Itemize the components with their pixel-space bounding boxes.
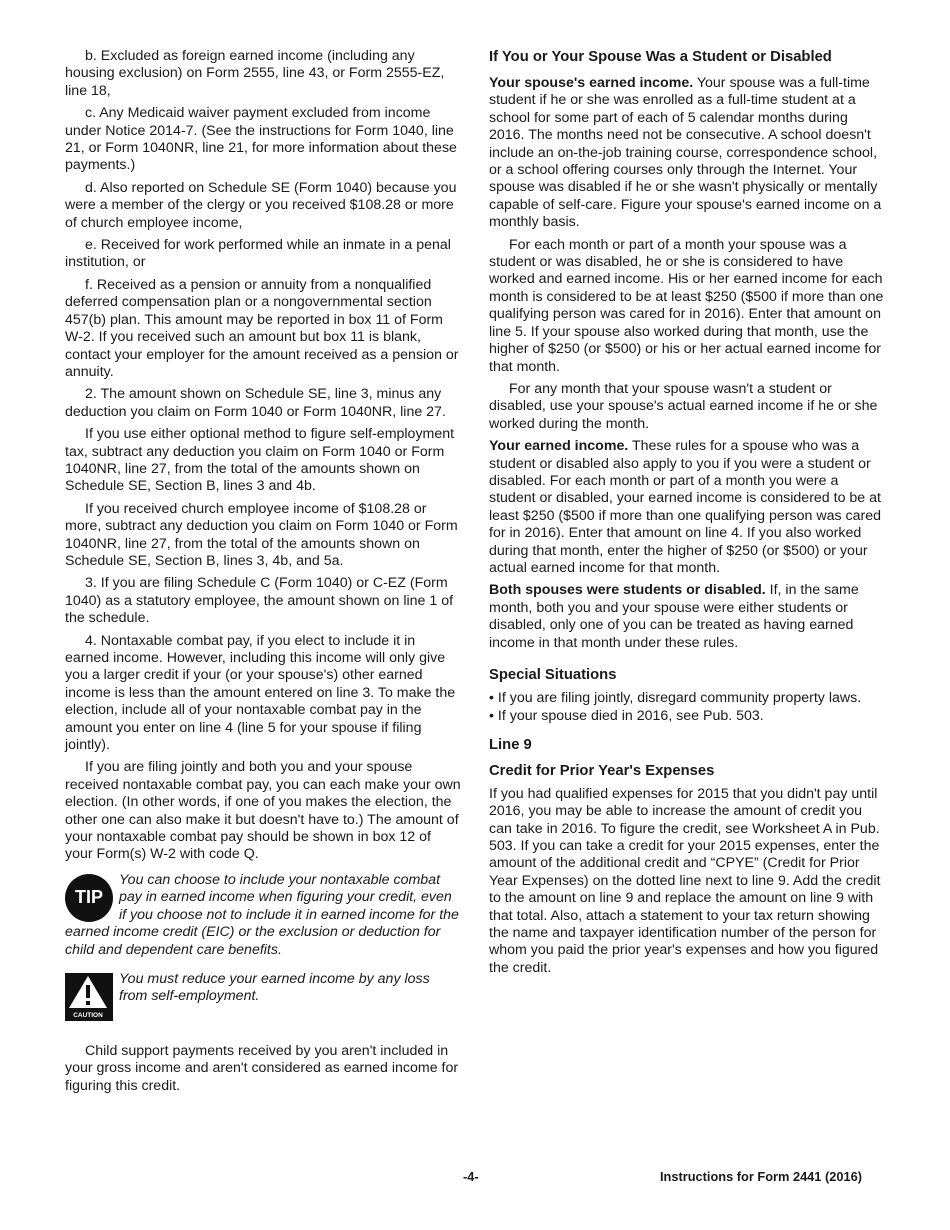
tip-text: You can choose to include your nontaxable combat pay in earned income when figuring your credit, even if you choose not to include it in earned income for the earned income credit (EIC) or the exclusion or deduction for child and dependent care benefits. bbox=[65, 871, 459, 958]
page-number: -4- bbox=[463, 1169, 479, 1184]
paragraph-e: e. Received for work performed while an inmate in a penal institution, or bbox=[65, 237, 451, 271]
spouse-earned-income-text: Your spouse was a full-time student if he or she was enrolled as a full-time student at a school for some part of each of 5 calendar months during 2016. The months need not be consecutive. A school doesn't include an on-the-job training course, correspondence school, or a school offering courses only through the Internet. Your spouse was disabled if he or she wasn't physically or mentally capable of self-care. Figure your spouse's earned income on a monthly basis. bbox=[489, 75, 882, 231]
heading-line-9: Line 9 bbox=[489, 736, 532, 753]
caution-label: CAUTION bbox=[73, 1011, 103, 1019]
paragraph-church-income: If you received church employee income of $108.28 or more, subtract any deduction you claim on Form 1040 or Form 1040NR, line 27, from the total of the amounts shown on Schedule SE, Section B, lines 3, 4b, and 5a. bbox=[65, 500, 458, 569]
heading-special-situations: Special Situations bbox=[489, 667, 617, 683]
left-column bbox=[65, 48, 461, 1100]
bullet-item: • If you are filing jointly, disregard community property laws. bbox=[489, 690, 862, 706]
paragraph-d: d. Also reported on Schedule SE (Form 1040) because you were a member of the clergy or you received $108.28 or more of church employee income, bbox=[65, 179, 457, 231]
caution-icon bbox=[65, 973, 113, 1021]
right-column bbox=[489, 48, 885, 982]
paragraph-item-4: 4. Nontaxable combat pay, if you elect to include it in earned income. However, including this income will only give you a larger credit if your (or your spouse's) other earned income is less than the amount entered on line 3. To make the election, include all of your nontaxable combat pay in the amount you enter on line 4 (line 5 for your spouse if filing jointly). bbox=[65, 632, 456, 754]
paragraph-spouse-earned-income bbox=[489, 75, 885, 232]
paragraph-item-2: 2. The amount shown on Schedule SE, line 3, minus any deduction you claim on Form 1040 or Form 1040NR, line 27. bbox=[65, 386, 446, 420]
tip-note bbox=[65, 872, 461, 959]
paragraph-b: b. Excluded as foreign earned income (including any housing exclusion) on Form 2555, line 43, or Form 2555-EZ, line 18, bbox=[65, 48, 445, 99]
paragraph-both-spouses bbox=[489, 582, 885, 652]
paragraph-optional-method: If you use either optional method to figure self-employment tax, subtract any deduction you claim on Form 1040 or Form 1040NR, line 27, from the total of the amounts shown on Schedule SE, Section B, lines 3 and 4b. bbox=[65, 426, 455, 495]
spouse-earned-income-label: Your spouse's earned income. bbox=[489, 75, 694, 91]
bullet-item: • If your spouse died in 2016, see Pub. 503. bbox=[489, 708, 764, 725]
paragraph-spouse-monthly: For each month or part of a month your spouse was a student or was disabled, he or she is considered to have worked and earned income. His or her earned income for each month is considered to be at least $250 ($500 if more than one qualifying person was cared for in 2016). Enter that amount on line 5. If your spouse also worked during that month, use the higher of $250 (or $500) or his or her actual earned income for that month. bbox=[489, 236, 884, 375]
paragraph-item-3: 3. If you are filing Schedule C (Form 1040) or C-EZ (Form 1040) as a statutory employee, the amount shown on line 1 of the schedule. bbox=[65, 575, 454, 627]
paragraph-spouse-not-student: For any month that your spouse wasn't a student or disabled, use your spouse's actual earned income if he or she worked during the month. bbox=[489, 380, 878, 432]
paragraph-child-support: Child support payments received by you aren't included in your gross income and aren't considered as earned income for figuring this credit. bbox=[65, 1042, 459, 1094]
both-spouses-text: If, in the same month, both you and your spouse were either students or disabled, only one of you can be treated as having earned income in that month under these rules. bbox=[489, 582, 859, 651]
tip-icon: TIP bbox=[65, 874, 113, 922]
paragraph-c: c. Any Medicaid waiver payment excluded from income under Notice 2014-7. (See the instructions for Form 1040, line 21, or Form 1040NR, line 21, for more information about these payments.) bbox=[65, 105, 457, 174]
heading-student-disabled: If You or Your Spouse Was a Student or Disabled bbox=[489, 49, 832, 65]
both-spouses-label: Both spouses were students or disabled. bbox=[489, 582, 766, 599]
paragraph-joint-combat-pay: If you are filing jointly and both you and your spouse received nontaxable combat pay, you can each make your own election. (In other words, if one of you makes the election, the other one can also make it but doesn't have to.) The amount of your nontaxable combat pay should be shown in box 12 of your Form(s) W-2 with code Q. bbox=[65, 759, 461, 863]
your-earned-income-text: These rules for a spouse who was a student or disabled also apply to you if you were a student or disabled. For each month or part of a month you were a student or disabled, your earned income is considered to be at least $250 ($500 if more than one qualifying person was cared for in 2016). Enter that amount on line 4. If you also worked during that month, enter the higher of $250 (or $500) or your actual earned income for that month. bbox=[489, 438, 881, 576]
footer-title: Instructions for Form 2441 (2016) bbox=[660, 1169, 862, 1184]
caution-note bbox=[65, 971, 461, 1021]
paragraph-your-earned-income bbox=[489, 438, 885, 577]
caution-text: You must reduce your earned income by any loss from self-employment. bbox=[119, 970, 430, 1005]
heading-credit-prior-year: Credit for Prior Year's Expenses bbox=[489, 762, 715, 779]
paragraph-credit-prior-year: If you had qualified expenses for 2015 that you didn't pay until 2016, you may be able to increase the amount of credit you can take in 2016. To figure the credit, see Worksheet A in Pub. 503. If you can take a credit for your 2015 expenses, enter the amount of the additional credit and “CPYE” (Credit for Prior Year Expenses) on the dotted line next to line 9. Add the credit to the amount on line 9 and replace the amount on line 9 with that total. Also, attach a statement to your tax return showing the name and taxpayer identification number of the person for whom you paid the prior year's expenses and how you figured the credit. bbox=[489, 785, 881, 976]
paragraph-f: f. Received as a pension or annuity from a nonqualified deferred compensation plan or a nongovernmental section 457(b) plan. This amount may be reported in box 11 of Form W-2. If you received such an amount but box 11 is blank, contact your employer for the amount received as a pension or annuity. bbox=[65, 276, 459, 380]
your-earned-income-label: Your earned income. bbox=[489, 438, 629, 455]
